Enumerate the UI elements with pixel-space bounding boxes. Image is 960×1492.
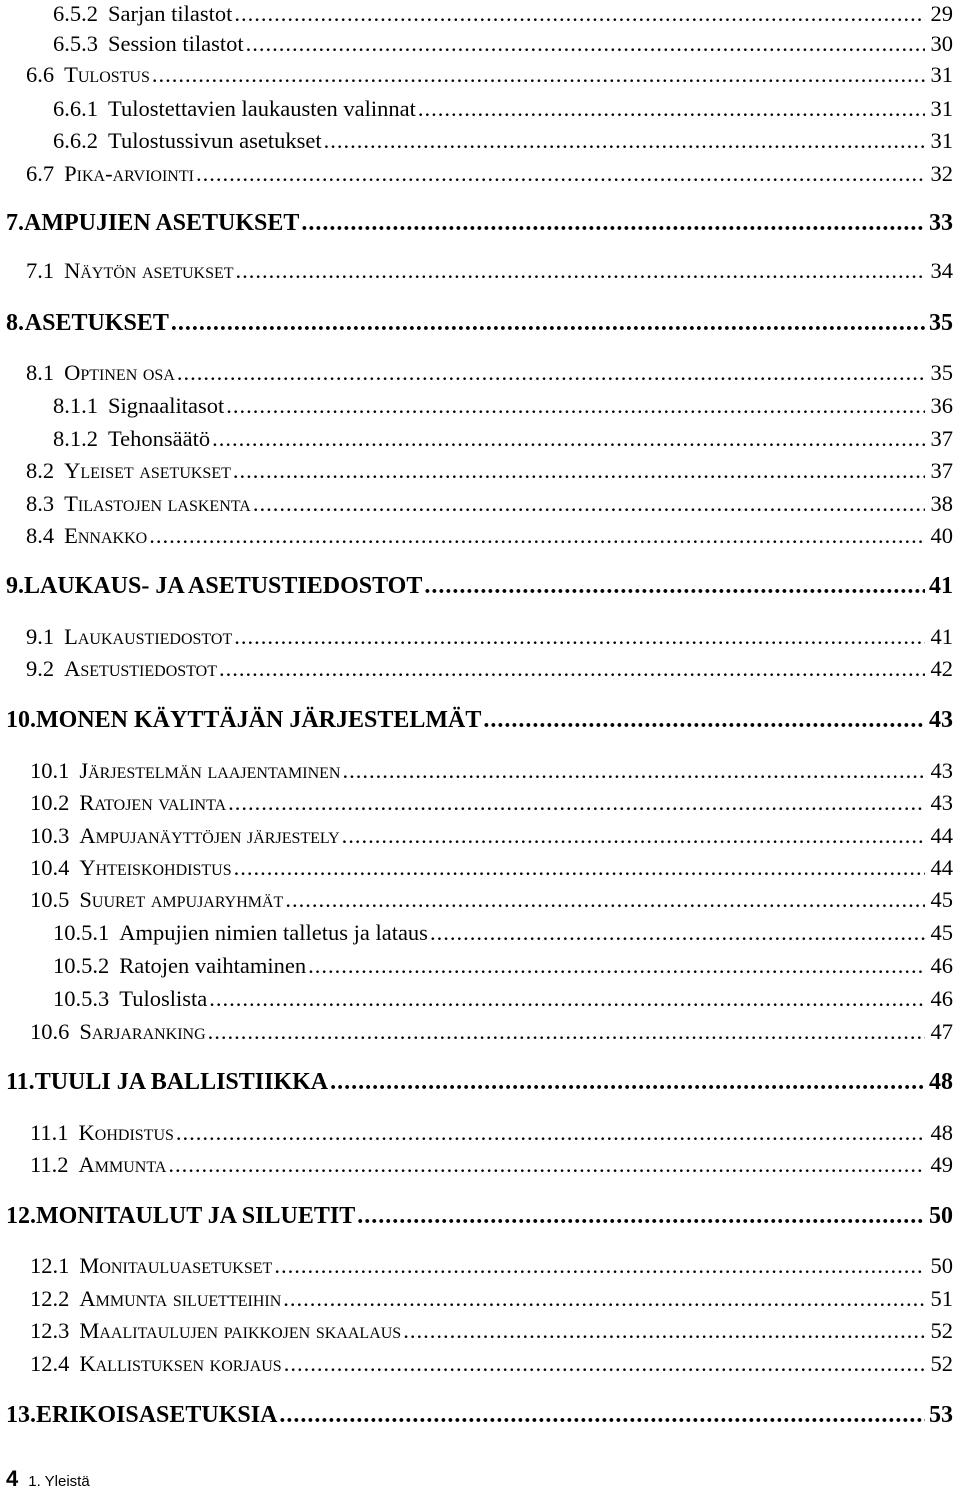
toc-entry-page: 38 — [930, 491, 953, 516]
toc-entry-title: Ratojen vaihtaminen — [119, 953, 307, 978]
toc-entry-number: 8.1.2 — [53, 426, 98, 451]
toc-entry-title: AMPUJIEN ASETUKSET — [24, 210, 300, 236]
toc-entry-number: 9. — [6, 573, 24, 599]
toc-entry-title: Session tilastot — [108, 31, 244, 56]
toc-entry[interactable] — [30, 854, 953, 882]
toc-entry[interactable] — [26, 623, 953, 651]
toc-dot-leader — [176, 1119, 925, 1147]
toc-entry[interactable] — [30, 1018, 953, 1046]
toc-dot-leader — [149, 522, 925, 550]
toc-dot-leader — [403, 1317, 925, 1345]
toc-entry-page: 31 — [930, 128, 953, 153]
toc-entry-page: 42 — [930, 656, 953, 681]
toc-entry-page: 37 — [930, 426, 953, 451]
toc-entry-number: 6.5.2 — [53, 1, 98, 26]
toc-entry[interactable] — [6, 309, 953, 337]
toc-dot-leader — [342, 757, 925, 785]
toc-entry-number: 10.5.3 — [53, 986, 110, 1011]
toc-entry-page: 32 — [930, 161, 953, 186]
toc-entry-number: 6.5.3 — [53, 31, 98, 56]
toc-dot-leader — [357, 1202, 925, 1230]
toc-entry[interactable] — [53, 425, 953, 453]
toc-entry-number: 6.6.1 — [53, 96, 98, 121]
toc-entry-title: Ratojen valinta — [79, 790, 227, 815]
toc-entry-number: 7. — [6, 210, 24, 236]
toc-entry[interactable] — [30, 1151, 953, 1179]
toc-dot-leader — [284, 1350, 925, 1378]
toc-entry-title: LAUKAUS- JA ASETUSTIEDOSTOT — [24, 573, 423, 599]
toc-entry[interactable] — [53, 0, 953, 28]
toc-entry-title: MONEN KÄYTTÄJÄN JÄRJESTELMÄT — [36, 707, 482, 733]
toc-dot-leader — [152, 61, 925, 89]
toc-entry-page: 46 — [930, 953, 953, 978]
toc-entry-number: 10.3 — [30, 823, 70, 848]
toc-entry-title: Laukaustiedostot — [64, 624, 233, 649]
toc-entry-title: Tulostettavien laukausten valinnat — [108, 96, 416, 121]
toc-entry-page: 43 — [929, 707, 953, 733]
toc-entry[interactable] — [30, 1350, 953, 1378]
toc-entry-page: 35 — [929, 310, 953, 336]
toc-entry-page: 48 — [929, 1069, 953, 1095]
toc-entry[interactable] — [6, 572, 953, 600]
toc-entry-title: Sarjaranking — [79, 1019, 206, 1044]
toc-entry-page: 31 — [930, 62, 953, 87]
toc-entry[interactable] — [30, 1285, 953, 1313]
toc-dot-leader — [283, 1285, 925, 1313]
toc-dot-leader — [342, 822, 925, 850]
toc-entry-page: 45 — [930, 920, 953, 945]
toc-entry-title: Näytön asetukset — [64, 258, 234, 283]
toc-entry-number: 6.6 — [26, 62, 55, 87]
toc-entry-title: Ennakko — [64, 523, 148, 548]
toc-entry-title: Kohdistus — [78, 1120, 174, 1145]
toc-entry-title: Pika-arviointi — [64, 161, 194, 186]
toc-entry-page: 52 — [930, 1318, 953, 1343]
toc-entry-page: 41 — [930, 624, 953, 649]
toc-entry-number: 10.1 — [30, 758, 70, 783]
toc-dot-leader — [308, 952, 925, 980]
toc-entry-number: 10.4 — [30, 855, 70, 880]
toc-entry-number: 8.1 — [26, 360, 55, 385]
toc-entry[interactable] — [53, 30, 953, 58]
toc-entry-number: 12.4 — [30, 1351, 70, 1376]
toc-entry-title: Järjestelmän laajentaminen — [79, 758, 341, 783]
toc-dot-leader — [226, 392, 925, 420]
toc-dot-leader — [301, 209, 925, 237]
toc-entry-number: 6.6.2 — [53, 128, 98, 153]
toc-dot-leader — [483, 706, 925, 734]
toc-entry[interactable] — [30, 1119, 953, 1147]
toc-entry-title: Yleiset asetukset — [64, 458, 231, 483]
toc-entry-title: Suuret ampujaryhmät — [79, 887, 284, 912]
toc-entry-number: 10.2 — [30, 790, 70, 815]
toc-entry-number: 13. — [6, 1402, 36, 1428]
toc-dot-leader — [177, 359, 925, 387]
toc-entry[interactable] — [6, 209, 953, 237]
toc-entry[interactable] — [53, 985, 953, 1013]
toc-entry-page: 51 — [930, 1286, 953, 1311]
toc-dot-leader — [236, 257, 925, 285]
toc-entry[interactable] — [26, 61, 953, 89]
toc-entry-title: Maalitaulujen paikkojen skaalaus — [79, 1318, 402, 1343]
toc-entry[interactable] — [26, 522, 953, 550]
toc-entry[interactable] — [30, 822, 953, 850]
toc-entry[interactable] — [26, 257, 953, 285]
toc-dot-leader — [330, 1068, 925, 1096]
toc-dot-leader — [430, 919, 925, 947]
toc-dot-leader — [279, 1401, 925, 1429]
toc-dot-leader — [196, 160, 925, 188]
toc-entry[interactable] — [26, 490, 953, 518]
toc-entry-page: 36 — [930, 393, 953, 418]
toc-entry-title: ERIKOISASETUKSIA — [36, 1402, 278, 1428]
toc-entry-number: 9.1 — [26, 624, 55, 649]
toc-entry[interactable] — [53, 95, 953, 123]
toc-entry-title: ASETUKSET — [24, 310, 169, 336]
toc-entry-page: 29 — [930, 1, 953, 26]
toc-entry-number: 12. — [6, 1203, 36, 1229]
toc-entry[interactable] — [6, 1068, 953, 1096]
toc-entry-title: Kallistuksen korjaus — [79, 1351, 282, 1376]
toc-dot-leader — [234, 854, 925, 882]
toc-dot-leader — [228, 789, 925, 817]
toc-entry[interactable] — [53, 919, 953, 947]
page-footer — [6, 1466, 90, 1492]
toc-entry-number: 10. — [6, 707, 36, 733]
toc-entry-number: 9.2 — [26, 656, 55, 681]
toc-entry-title: Tilastojen laskenta — [64, 491, 251, 516]
toc-entry[interactable] — [53, 392, 953, 420]
toc-entry-number: 8.4 — [26, 523, 55, 548]
toc-entry[interactable] — [26, 655, 953, 683]
toc-entry-title: Yhteiskohdistus — [79, 855, 232, 880]
toc-entry-title: Ammunta siluetteihin — [79, 1286, 282, 1311]
toc-dot-leader — [212, 425, 925, 453]
toc-entry-page: 50 — [930, 1253, 953, 1278]
toc-entry[interactable] — [6, 1202, 953, 1230]
toc-dot-leader — [274, 1252, 925, 1280]
toc-entry[interactable] — [6, 706, 953, 734]
toc-entry[interactable] — [26, 359, 953, 387]
toc-entry-page: 47 — [930, 1019, 953, 1044]
toc-entry-number: 11.1 — [30, 1120, 69, 1145]
toc-entry-page: 37 — [930, 458, 953, 483]
toc-entry-page: 35 — [930, 360, 953, 385]
toc-dot-leader — [285, 886, 925, 914]
toc-dot-leader — [234, 623, 925, 651]
toc-entry[interactable] — [30, 886, 953, 914]
toc-entry[interactable] — [26, 457, 953, 485]
toc-entry-title: Optinen osa — [64, 360, 175, 385]
toc-entry-page: 48 — [930, 1120, 953, 1145]
footer-page-number: 4 — [6, 1466, 19, 1491]
toc-entry-page: 53 — [929, 1402, 953, 1428]
toc-entry-title: Tuloslista — [119, 986, 208, 1011]
toc-dot-leader — [209, 985, 925, 1013]
toc-dot-leader — [246, 30, 925, 58]
toc-entry-page: 44 — [930, 855, 953, 880]
toc-entry-number: 10.5 — [30, 887, 70, 912]
toc-entry-title: Signaalitasot — [108, 393, 225, 418]
toc-entry-page: 40 — [930, 523, 953, 548]
toc-entry[interactable] — [30, 1317, 953, 1345]
toc-entry-page: 45 — [930, 887, 953, 912]
toc-entry-title: Tulostussivun asetukset — [108, 128, 322, 153]
toc-dot-leader — [424, 572, 925, 600]
toc-entry-title: Monitauluasetukset — [79, 1253, 273, 1278]
toc-entry[interactable] — [6, 1401, 953, 1429]
toc-dot-leader — [253, 490, 925, 518]
toc-entry[interactable] — [30, 789, 953, 817]
toc-entry-number: 6.7 — [26, 161, 55, 186]
toc-entry-number: 12.2 — [30, 1286, 70, 1311]
toc-entry-title: MONITAULUT JA SILUETIT — [36, 1203, 356, 1229]
toc-dot-leader — [219, 655, 925, 683]
footer-section-label: 1. Yleistä — [28, 1473, 90, 1490]
toc-entry-page: 44 — [930, 823, 953, 848]
toc-entry[interactable] — [30, 757, 953, 785]
toc-entry-number: 11. — [6, 1069, 35, 1095]
toc-entry-number: 10.5.2 — [53, 953, 110, 978]
toc-dot-leader — [234, 0, 925, 28]
toc-entry-title: TUULI JA BALLISTIIKKA — [34, 1069, 329, 1095]
toc-dot-leader — [171, 309, 925, 337]
toc-entry-title: Tulostus — [64, 62, 150, 87]
toc-entry-number: 8.3 — [26, 491, 55, 516]
toc-entry-title: Ampujien nimien talletus ja lataus — [119, 920, 428, 945]
toc-entry-number: 12.1 — [30, 1253, 70, 1278]
toc-dot-leader — [168, 1151, 925, 1179]
toc-entry-number: 12.3 — [30, 1318, 70, 1343]
toc-entry-page: 34 — [930, 258, 953, 283]
toc-entry-title: Ammunta — [78, 1152, 167, 1177]
toc-entry[interactable] — [26, 160, 953, 188]
toc-dot-leader — [233, 457, 925, 485]
toc-entry-page: 41 — [929, 573, 953, 599]
toc-entry-number: 8.1.1 — [53, 393, 98, 418]
toc-entry-page: 43 — [930, 790, 953, 815]
toc-entry-number: 7.1 — [26, 258, 55, 283]
toc-entry-page: 50 — [929, 1203, 953, 1229]
toc-entry-number: 8. — [6, 310, 24, 336]
toc-entry-page: 33 — [929, 210, 953, 236]
toc-dot-leader — [208, 1018, 925, 1046]
toc-entry[interactable] — [53, 127, 953, 155]
toc-dot-leader — [324, 127, 925, 155]
toc-dot-leader — [418, 95, 925, 123]
toc-entry-title: Asetustiedostot — [64, 656, 217, 681]
toc-entry-page: 30 — [930, 31, 953, 56]
toc-entry-page: 46 — [930, 986, 953, 1011]
toc-entry-number: 11.2 — [30, 1152, 69, 1177]
toc-entry-title: Ampujanäyttöjen järjestely — [79, 823, 340, 848]
toc-entry[interactable] — [30, 1252, 953, 1280]
toc-entry-page: 31 — [930, 96, 953, 121]
toc-entry-title: Sarjan tilastot — [108, 1, 233, 26]
toc-entry-page: 49 — [930, 1152, 953, 1177]
toc-entry-number: 10.5.1 — [53, 920, 110, 945]
toc-entry[interactable] — [53, 952, 953, 980]
toc-entry-number: 10.6 — [30, 1019, 70, 1044]
toc-entry-number: 8.2 — [26, 458, 55, 483]
toc-entry-page: 43 — [930, 758, 953, 783]
toc-entry-page: 52 — [930, 1351, 953, 1376]
toc-entry-title: Tehonsäätö — [108, 426, 211, 451]
